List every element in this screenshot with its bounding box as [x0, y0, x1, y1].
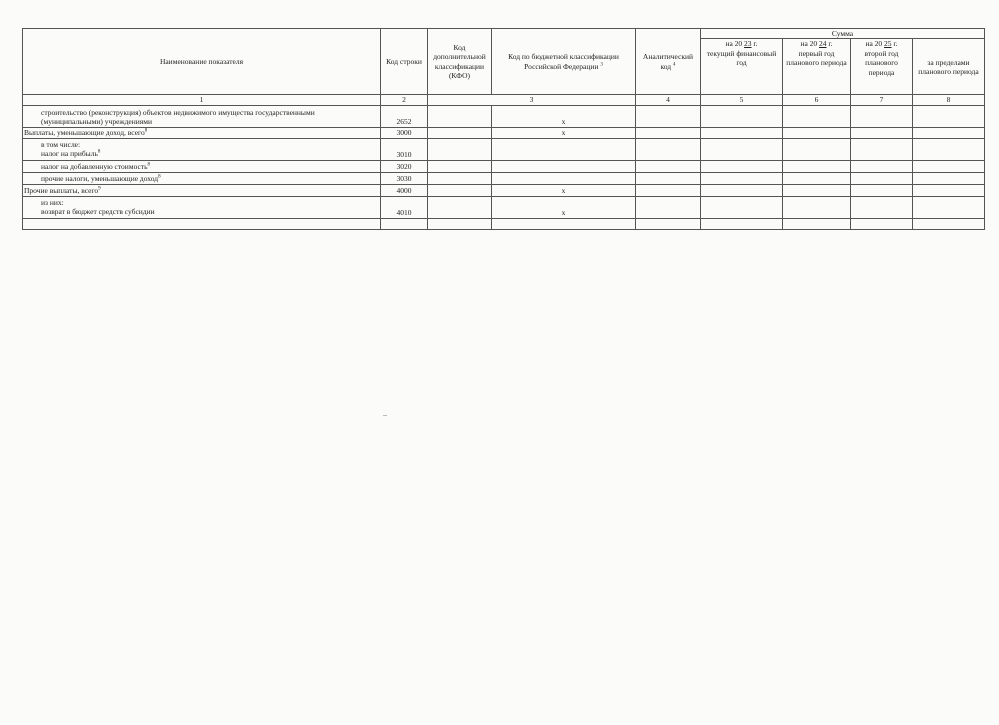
- row-code: 3010: [381, 138, 428, 160]
- table-row: [23, 160, 985, 172]
- row-name-text: Выплаты, уменьшающие доход, всего: [24, 128, 145, 138]
- table-row: [23, 127, 985, 138]
- cell-kfo[interactable]: [428, 138, 492, 160]
- cell-sum-1[interactable]: [701, 184, 783, 196]
- cell-sum-3[interactable]: [851, 196, 913, 218]
- year-suffix: г.: [828, 39, 833, 49]
- column-number: 2: [381, 95, 428, 105]
- header-analytic-code-label: Аналитический код: [642, 52, 694, 71]
- footnote-mark: 8: [144, 128, 148, 134]
- cell-sum-4[interactable]: [913, 105, 985, 127]
- row-code: 2652: [381, 105, 428, 127]
- header-sum: Сумма: [701, 29, 985, 39]
- row-name: [23, 138, 381, 160]
- year-value: 23: [744, 39, 752, 49]
- cell-kfo[interactable]: [428, 196, 492, 218]
- empty-cell: [428, 218, 492, 229]
- cell-kfo[interactable]: [428, 105, 492, 127]
- cell-sum-1[interactable]: [701, 172, 783, 184]
- cell-sum-2[interactable]: [783, 105, 851, 127]
- cell-sum-3[interactable]: [851, 138, 913, 160]
- year-description: первый год планового периода: [786, 48, 847, 68]
- header-year-current: [701, 39, 783, 95]
- cell-sum-4[interactable]: [913, 127, 985, 138]
- cell-sum-2[interactable]: [783, 184, 851, 196]
- row-name-text: возврат в бюджет средств субсидии: [41, 207, 155, 217]
- cell-analytic[interactable]: [636, 184, 701, 196]
- cell-kfo[interactable]: [428, 184, 492, 196]
- column-number: 7: [851, 95, 913, 105]
- cell-sum-1[interactable]: [701, 138, 783, 160]
- row-name: [23, 172, 381, 184]
- footnote-mark: 8: [97, 149, 101, 155]
- cell-kfo[interactable]: [428, 127, 492, 138]
- year-prefix: на 20: [865, 39, 883, 49]
- empty-cell: [913, 218, 985, 229]
- row-group-label: в том числе:: [41, 139, 81, 149]
- cell-budget-class: [492, 138, 636, 160]
- footnote-mark: 4: [673, 62, 676, 68]
- row-code: 4010: [381, 196, 428, 218]
- row-code: 3030: [381, 172, 428, 184]
- empty-cell: [701, 218, 783, 229]
- header-budget-classification-label: Код по бюджетной классификации Российской Федерации: [508, 52, 619, 71]
- cell-sum-2[interactable]: [783, 127, 851, 138]
- footnote-mark: 8: [158, 174, 161, 180]
- cell-budget-class: х: [492, 105, 636, 127]
- empty-cell: [23, 218, 381, 229]
- row-code: 3000: [381, 127, 428, 138]
- row-name: строительство (реконструкция) объектов недвижимого имущества государственными (муниципальными) учреждениями: [23, 105, 381, 127]
- year-value: 24: [819, 39, 827, 49]
- header-kfo: Код дополнительной классификации (КФО): [428, 29, 492, 95]
- empty-cell: [851, 218, 913, 229]
- row-group-label: из них:: [41, 197, 64, 207]
- cell-sum-3[interactable]: [851, 160, 913, 172]
- cell-budget-class: х: [492, 127, 636, 138]
- row-code: 4000: [381, 184, 428, 196]
- cell-sum-1[interactable]: [701, 196, 783, 218]
- column-number: 5: [701, 95, 783, 105]
- cell-analytic[interactable]: [636, 196, 701, 218]
- cell-kfo[interactable]: [428, 160, 492, 172]
- row-name: [23, 127, 381, 138]
- cell-analytic[interactable]: [636, 127, 701, 138]
- footnote-mark: 8: [147, 162, 151, 168]
- column-number-row: [23, 95, 985, 105]
- header-year-first-plan: [783, 39, 851, 95]
- scan-speck: [383, 415, 387, 416]
- cell-analytic[interactable]: [636, 160, 701, 172]
- column-number: 6: [783, 95, 851, 105]
- year-suffix: г.: [753, 39, 758, 49]
- cell-sum-4[interactable]: [913, 160, 985, 172]
- cell-sum-4[interactable]: [913, 184, 985, 196]
- header-budget-classification: [492, 29, 636, 95]
- empty-cell: [636, 218, 701, 229]
- cell-analytic[interactable]: [636, 172, 701, 184]
- header-line-code: Код строки: [381, 29, 428, 95]
- table-row-empty: [23, 218, 985, 229]
- row-name: [23, 160, 381, 172]
- cell-kfo[interactable]: [428, 172, 492, 184]
- empty-cell: [492, 218, 636, 229]
- row-name-text: Прочие выплаты, всего: [24, 185, 99, 195]
- cell-sum-2[interactable]: [783, 160, 851, 172]
- year-description: текущий финансовый год: [706, 48, 777, 68]
- cell-sum-3[interactable]: [851, 184, 913, 196]
- column-number: 1: [23, 95, 381, 105]
- footnote-mark: 9: [98, 186, 101, 192]
- header-indicator-name: Наименование показателя: [23, 29, 381, 95]
- column-number: 3: [428, 95, 636, 105]
- row-name: [23, 184, 381, 196]
- year-description: второй год планового периода: [864, 48, 899, 77]
- row-name-text: прочие налоги, уменьшающие доход: [41, 173, 159, 183]
- empty-cell: [783, 218, 851, 229]
- year-prefix: на 20: [725, 39, 743, 49]
- cell-sum-4[interactable]: [913, 196, 985, 218]
- cell-sum-2[interactable]: [783, 172, 851, 184]
- table-row: [23, 138, 985, 160]
- year-value: 25: [884, 39, 892, 49]
- year-prefix: на 20: [800, 39, 818, 49]
- cell-sum-3[interactable]: [851, 127, 913, 138]
- cell-sum-2[interactable]: [783, 138, 851, 160]
- header-beyond-plan: за пределами планового периода: [913, 39, 985, 95]
- table-row: [23, 196, 985, 218]
- cell-sum-1[interactable]: [701, 105, 783, 127]
- row-name: [23, 196, 381, 218]
- footnote-mark: 3: [600, 62, 603, 68]
- cell-budget-class: [492, 160, 636, 172]
- year-suffix: г.: [893, 39, 898, 49]
- row-name-text: налог на прибыль: [41, 149, 98, 159]
- table-row: [23, 184, 985, 196]
- cell-sum-3[interactable]: [851, 105, 913, 127]
- column-number: 8: [913, 95, 985, 105]
- cell-sum-4[interactable]: [913, 172, 985, 184]
- header-analytic-code: [636, 29, 701, 95]
- cell-sum-4[interactable]: [913, 138, 985, 160]
- cell-budget-class: х: [492, 196, 636, 218]
- cell-sum-3[interactable]: [851, 172, 913, 184]
- row-name-text: налог на добавленную стоимость: [41, 161, 148, 171]
- header-year-second-plan: [851, 39, 913, 95]
- table-row: [23, 105, 985, 127]
- row-code: 3020: [381, 160, 428, 172]
- cell-sum-1[interactable]: [701, 160, 783, 172]
- cell-analytic[interactable]: [636, 105, 701, 127]
- empty-cell: [381, 218, 428, 229]
- report-table: [22, 28, 985, 230]
- cell-sum-2[interactable]: [783, 196, 851, 218]
- column-number: 4: [636, 95, 701, 105]
- cell-budget-class: [492, 172, 636, 184]
- cell-analytic[interactable]: [636, 138, 701, 160]
- cell-sum-1[interactable]: [701, 127, 783, 138]
- table-row: [23, 172, 985, 184]
- cell-budget-class: х: [492, 184, 636, 196]
